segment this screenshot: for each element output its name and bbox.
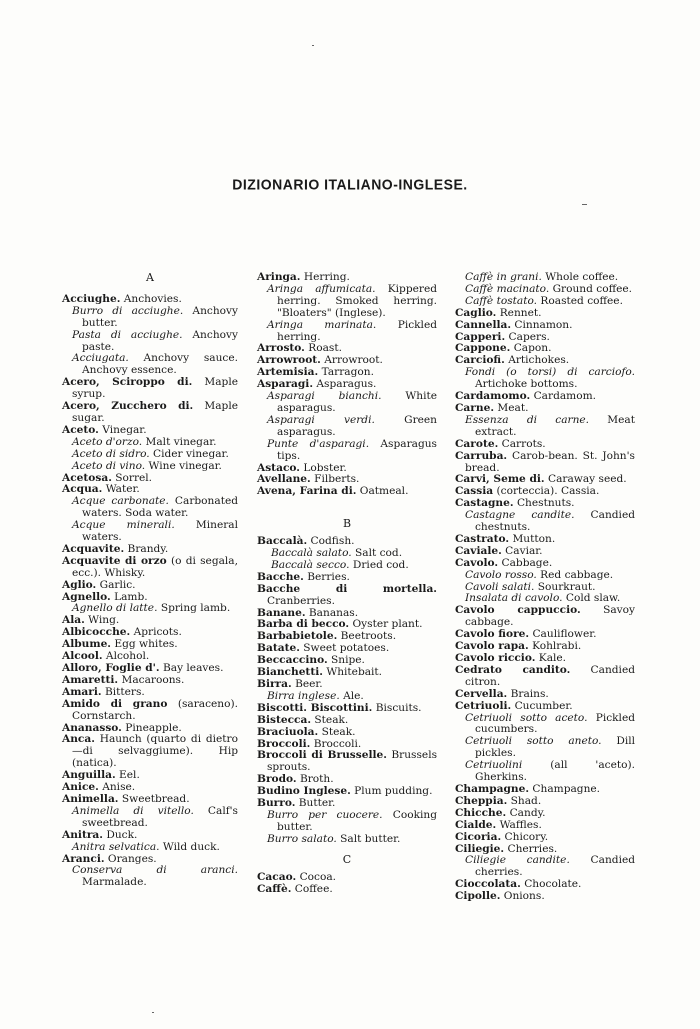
english-translation: Macaroons.	[121, 673, 185, 686]
english-translation: Shad.	[510, 794, 542, 807]
english-translation: Cabbage.	[501, 556, 553, 569]
italian-term: Caffè.	[257, 882, 292, 895]
english-translation: Coffee.	[294, 882, 333, 895]
dictionary-subentry	[62, 520, 238, 544]
italian-term: Amido di grano	[62, 697, 168, 710]
italian-term: Cialde.	[455, 818, 497, 831]
dictionary-entry	[455, 605, 635, 629]
dictionary-subentry	[62, 330, 238, 354]
italian-term: Biscotti. Biscottini.	[257, 701, 373, 714]
italian-term: Burro salato.	[267, 832, 337, 845]
italian-term: Bianchetti.	[257, 666, 323, 679]
english-translation: White asparagus.	[277, 390, 437, 414]
italian-term: Broccoli di Brusselle.	[257, 749, 387, 762]
english-translation: Ground coffee.	[552, 282, 633, 295]
italian-term: Acquavite.	[62, 542, 125, 555]
italian-term: Acciugata.	[72, 352, 129, 365]
english-translation: Chestnuts.	[516, 497, 575, 510]
english-translation: Pickled herring.	[277, 318, 437, 343]
english-translation: Whole coffee.	[545, 271, 619, 283]
italian-term: Avena, Farina di.	[257, 485, 357, 498]
italian-term: Birra.	[257, 678, 292, 690]
italian-term: Bistecca.	[257, 713, 312, 726]
english-translation: Cocoa.	[299, 870, 337, 883]
italian-term: Acero, Sciroppo di.	[62, 376, 193, 389]
italian-term: Acque minerali.	[72, 519, 175, 532]
english-translation: Cooking butter.	[277, 808, 437, 833]
italian-term: Aringa.	[257, 271, 301, 283]
english-translation: Bay leaves.	[162, 662, 224, 674]
english-translation: Maple sugar.	[72, 400, 238, 424]
english-translation: Alcohol.	[105, 650, 150, 663]
italian-term: Amaretti.	[62, 673, 119, 686]
dictionary-entry	[62, 401, 238, 425]
italian-term: Cetriuoli sotto aceto.	[465, 711, 588, 724]
italian-term: Cavolo rapa.	[455, 640, 529, 653]
english-translation: Marmalade.	[82, 876, 147, 889]
dictionary-entry	[257, 486, 437, 498]
english-translation: Sorrel.	[115, 471, 153, 484]
english-translation: Anchovies.	[123, 292, 182, 305]
italian-term: Acquavite di orzo	[62, 554, 167, 567]
italian-term: Cetriuoli.	[455, 699, 512, 712]
italian-term: Astaco.	[257, 461, 300, 474]
italian-term: Carruba.	[455, 449, 508, 462]
english-translation: Mineral waters.	[82, 519, 239, 544]
dictionary-subentry	[62, 353, 238, 377]
english-translation: Kohlrabi.	[532, 640, 582, 653]
italian-term: Albume.	[62, 638, 111, 651]
section-letter: A	[146, 271, 154, 284]
italian-term: Animella di vitello.	[72, 804, 194, 817]
english-translation: Spring lamb.	[160, 602, 231, 615]
italian-term: Cassia	[455, 485, 494, 498]
italian-term: Agnello di latte.	[72, 602, 158, 615]
english-translation: Wine vinegar.	[148, 459, 222, 472]
italian-term: Asparagi verdi.	[267, 413, 375, 426]
italian-term: Ala.	[62, 614, 85, 627]
english-translation: Oatmeal.	[359, 485, 409, 498]
english-translation: Meat.	[497, 401, 529, 414]
dictionary-entry	[62, 734, 238, 770]
english-translation: Carob-bean. St. John's bread.	[465, 449, 635, 474]
italian-term: Caviale.	[455, 544, 502, 557]
section-letter: C	[342, 852, 352, 866]
english-translation: Berries.	[307, 570, 350, 583]
english-translation: Brains.	[510, 687, 549, 700]
dictionary-column-1	[62, 272, 238, 889]
italian-term: Arrosto.	[257, 342, 305, 355]
english-translation: Green asparagus.	[277, 413, 437, 438]
english-translation: Dill pickles.	[475, 735, 635, 760]
italian-term: Fondi (o torsi) di carciofo.	[465, 366, 635, 379]
dictionary-entry	[455, 665, 635, 689]
italian-term: Cervella.	[455, 687, 508, 700]
italian-term: Acero, Zucchero di.	[62, 400, 194, 413]
english-translation: Asparagus.	[316, 378, 377, 391]
italian-term: Carne.	[455, 401, 495, 414]
italian-term: Ananasso.	[62, 721, 122, 734]
dictionary-entry	[257, 750, 437, 774]
english-translation: Anchovy sauce. Anchovy essence.	[82, 352, 239, 377]
english-translation: Caviar.	[505, 544, 543, 557]
italian-term: Cavolo rosso.	[465, 568, 537, 581]
dictionary-column-3	[455, 272, 635, 903]
english-translation: Herring.	[303, 271, 350, 283]
english-translation: Ale.	[343, 689, 364, 702]
italian-term: Cannella.	[455, 318, 512, 331]
english-translation: Sweetbread.	[121, 792, 190, 805]
print-speck	[312, 45, 314, 46]
dictionary-subentry	[62, 306, 238, 330]
dictionary-subentry	[257, 810, 437, 834]
italian-term: Champagne.	[455, 782, 530, 795]
italian-term: Amari.	[62, 685, 102, 698]
english-translation: Artichokes.	[508, 354, 570, 367]
english-translation: Capon.	[513, 342, 552, 355]
dictionary-subentry	[257, 391, 437, 415]
italian-term: Aceto.	[62, 423, 99, 436]
italian-term: Carvi, Seme di.	[455, 473, 545, 486]
english-translation: Roast.	[308, 342, 342, 355]
italian-term: Avellane.	[257, 473, 311, 486]
italian-term: Insalata di cavolo.	[465, 592, 563, 605]
english-translation: Maple syrup.	[72, 376, 238, 401]
italian-term: Aranci.	[62, 852, 105, 865]
english-translation: Oyster plant.	[352, 618, 423, 631]
english-translation: Butter.	[298, 797, 336, 810]
italian-term: Cetriuolini	[465, 759, 523, 772]
english-translation: Roasted coffee.	[540, 294, 623, 307]
english-translation: Broccoli.	[313, 737, 362, 750]
italian-term: Cavoli salati.	[465, 580, 535, 593]
dictionary-entry	[257, 584, 437, 608]
italian-term: Bacche di mortella.	[257, 582, 437, 595]
english-translation: Bananas.	[308, 606, 359, 619]
italian-term: Anitra.	[62, 828, 103, 841]
italian-term: Cicoria.	[455, 830, 502, 843]
dictionary-subentry	[455, 510, 635, 534]
english-translation: Candied citron.	[465, 663, 635, 688]
dictionary-subentry	[257, 439, 437, 463]
english-translation: Bitters.	[104, 685, 145, 698]
italian-term: Cavolo fiore.	[455, 628, 530, 641]
dictionary-subentry	[62, 496, 238, 520]
english-translation: Malt vinegar.	[145, 435, 217, 448]
english-translation: Plum pudding.	[354, 785, 433, 798]
dictionary-subentry	[455, 713, 635, 737]
english-translation: Beer.	[295, 678, 323, 690]
italian-term: Asparagi bianchi.	[267, 390, 382, 403]
english-translation: Water.	[105, 483, 140, 496]
italian-term: Baccalà.	[257, 535, 308, 548]
dictionary-subentry	[62, 806, 238, 830]
italian-term: Batate.	[257, 642, 300, 655]
italian-term: Asparagi.	[257, 378, 314, 391]
english-translation: Biscuits.	[375, 701, 422, 714]
dictionary-subentry	[455, 367, 635, 391]
italian-term: Alloro, Foglie d'.	[62, 662, 160, 674]
english-translation: Cucumber.	[514, 699, 573, 712]
italian-term: Banane.	[257, 606, 306, 619]
english-translation: Vinegar.	[102, 423, 147, 436]
italian-term: Caffè in grani.	[465, 271, 542, 283]
italian-term: Cardamomo.	[455, 390, 531, 403]
english-translation: Eel.	[119, 769, 140, 782]
english-translation: (saraceno). Cornstarch.	[72, 697, 238, 722]
english-translation: Duck.	[106, 828, 138, 841]
english-translation: Champagne.	[532, 782, 601, 795]
italian-term: Animella.	[62, 792, 119, 805]
italian-term: Carote.	[455, 437, 499, 450]
italian-term: Beccaccino.	[257, 654, 328, 667]
italian-term: Chicche.	[455, 806, 507, 819]
english-translation: Cranberries.	[267, 594, 335, 607]
english-translation: Egg whites.	[114, 638, 178, 651]
english-translation: Candied cherries.	[475, 854, 636, 879]
english-translation: Broth.	[299, 773, 334, 786]
page-title: DIZIONARIO ITALIANO-INGLESE.	[232, 175, 468, 193]
italian-term: Aringa marinata.	[267, 318, 377, 331]
dictionary-subentry	[257, 415, 437, 439]
section-letter: B	[342, 517, 352, 531]
english-translation: Salt cod.	[355, 547, 403, 560]
italian-term: Essenza di carne.	[465, 413, 590, 426]
english-translation: Salt butter.	[340, 832, 401, 845]
english-translation: Wing.	[88, 614, 120, 627]
english-translation: Lobster.	[303, 461, 347, 474]
italian-term: Caffè tostato.	[465, 294, 538, 307]
italian-term: Anice.	[62, 781, 99, 794]
italian-term: Cedrato candito.	[455, 663, 571, 676]
spacer	[257, 498, 437, 510]
english-translation: Sweet potatoes.	[303, 642, 390, 655]
dictionary-entry	[62, 377, 238, 401]
english-translation: Waffles.	[499, 818, 542, 831]
italian-term: Castrato.	[455, 532, 510, 545]
italian-term: Braciuola.	[257, 725, 319, 738]
italian-term: Bacche.	[257, 570, 304, 583]
english-translation: Meat extract.	[475, 413, 635, 438]
italian-term: Alcool.	[62, 650, 103, 663]
dictionary-subentry	[62, 865, 238, 889]
print-speck	[582, 204, 587, 205]
italian-term: Acque carbonate.	[72, 495, 169, 508]
english-translation: Chicory.	[504, 830, 549, 843]
italian-term: Pasta di acciughe.	[72, 328, 183, 341]
italian-term: Acqua.	[62, 483, 103, 496]
italian-term: Burro.	[257, 797, 296, 810]
italian-term: Baccalà salato.	[271, 547, 352, 560]
english-translation: Cardamom.	[533, 390, 596, 403]
italian-term: Acetosa.	[62, 471, 112, 484]
english-translation: Kippered herring. Smoked herring. "Bloaters" (Inglese).	[277, 282, 437, 319]
english-translation: Candy.	[509, 806, 546, 819]
dictionary-entry	[257, 884, 437, 896]
english-translation: Arrowroot.	[324, 354, 383, 367]
dictionary-subentry	[455, 415, 635, 439]
print-speck	[152, 1012, 154, 1013]
english-translation: Cinnamon.	[514, 318, 573, 331]
italian-term: Aceto d'orzo.	[72, 435, 143, 448]
italian-term: Cioccolata.	[455, 878, 521, 891]
dictionary-entry	[62, 699, 238, 723]
english-translation: Pineapple.	[125, 721, 182, 734]
italian-term: Cavolo cappuccio.	[455, 604, 581, 617]
english-translation: Steak.	[321, 725, 356, 738]
dictionary-subentry	[455, 736, 635, 760]
italian-term: Castagne candite.	[465, 509, 575, 522]
english-translation: Candied chestnuts.	[475, 509, 635, 534]
english-translation: Haunch (quarto di dietro —di selvaggiume). Hip (natica).	[72, 733, 238, 770]
italian-term: Artemisia.	[257, 366, 319, 379]
italian-term: Acciughe.	[62, 292, 121, 305]
english-translation: Anise.	[102, 781, 136, 794]
english-translation: Tarragon.	[321, 366, 374, 379]
italian-term: Aringa affumicata.	[267, 282, 376, 295]
italian-term: Cacao.	[257, 870, 297, 883]
italian-term: Burro di acciughe.	[72, 304, 184, 317]
english-translation: Garlic.	[99, 578, 136, 591]
italian-term: Caffè macinato.	[465, 282, 550, 295]
english-translation: Steak.	[314, 713, 349, 726]
english-translation: Cold slaw.	[565, 592, 621, 605]
english-translation: Dried cod.	[352, 558, 409, 571]
italian-term: Aceto di sidro.	[72, 447, 150, 460]
dictionary-entry	[455, 451, 635, 475]
italian-term: Caglio.	[455, 306, 497, 319]
italian-term: Barbabietole.	[257, 630, 338, 643]
italian-term: Cipolle.	[455, 890, 501, 903]
english-translation: Calf's sweetbread.	[82, 804, 238, 829]
english-translation: Brussels sprouts.	[267, 749, 438, 774]
italian-term: Carciofi.	[455, 354, 505, 367]
english-translation: Filberts.	[314, 473, 360, 486]
dictionary-subentry	[257, 834, 437, 846]
english-translation: Brandy.	[127, 542, 169, 555]
italian-term: Cetriuoli sotto aneto.	[465, 735, 602, 748]
italian-term: Anitra selvatica.	[72, 840, 160, 853]
english-translation: Lamb.	[114, 590, 148, 603]
italian-term: Baccalà secco.	[271, 558, 350, 571]
english-translation: Wild duck.	[162, 840, 220, 853]
dictionary-column-2	[257, 272, 437, 895]
english-translation: Red cabbage.	[540, 568, 614, 581]
dictionary-entry	[455, 891, 635, 903]
dictionary-entry	[62, 556, 238, 580]
dictionary-subentry	[455, 855, 635, 879]
italian-term: Albicocche.	[62, 626, 131, 639]
english-translation: Pickled cucumbers.	[475, 711, 635, 736]
italian-term: Birra inglese.	[267, 689, 340, 702]
italian-term: Aceto di vino.	[72, 459, 146, 472]
english-translation: (corteccia). Cassia.	[496, 485, 600, 498]
english-translation: Anchovy paste.	[82, 328, 238, 353]
italian-term: Ciliegie candite.	[465, 854, 570, 867]
english-translation: Whitebait.	[326, 666, 383, 679]
english-translation: Cherries.	[507, 842, 558, 855]
italian-term: Anca.	[62, 733, 95, 746]
english-translation: (all 'aceto). Gherkins.	[475, 759, 635, 784]
italian-term: Broccoli.	[257, 737, 311, 750]
english-translation: Cauliflower.	[532, 628, 597, 641]
english-translation: Asparagus tips.	[277, 437, 437, 462]
english-translation: Rennet.	[499, 306, 542, 319]
italian-term: Barba di becco.	[257, 618, 350, 631]
italian-term: Burro per cuocere.	[267, 808, 383, 821]
italian-term: Ciliegie.	[455, 842, 505, 855]
italian-term: Cappone.	[455, 342, 511, 355]
italian-term: Cavolo riccio.	[455, 652, 536, 664]
english-translation: Anchovy butter.	[82, 304, 238, 329]
italian-term: Punte d'asparagi.	[267, 437, 370, 450]
italian-term: Agnello.	[62, 590, 111, 603]
english-translation: Caraway seed.	[547, 473, 627, 486]
italian-term: Cavolo.	[455, 556, 499, 569]
italian-term: Budino Inglese.	[257, 785, 351, 798]
italian-term: Brodo.	[257, 773, 297, 786]
italian-term: Castagne.	[455, 497, 514, 510]
italian-term: Aglio.	[62, 578, 97, 591]
english-translation: (o di segala, ecc.). Whisky.	[72, 554, 238, 579]
english-translation: Carrots.	[501, 437, 546, 450]
english-translation: Codfish.	[310, 535, 355, 548]
english-translation: Artichoke bottoms.	[475, 378, 578, 391]
english-translation: Sourkraut.	[537, 580, 596, 593]
english-translation: Kale.	[538, 652, 567, 664]
english-translation: Mutton.	[512, 532, 556, 545]
english-translation: Cider vinegar.	[153, 447, 229, 460]
italian-term: Arrowroot.	[257, 354, 321, 367]
italian-term: Conserva di aranci.	[72, 864, 238, 877]
english-translation: Savoy cabbage.	[465, 604, 636, 629]
english-translation: Onions.	[503, 890, 545, 903]
italian-term: Anguilla.	[62, 769, 116, 782]
english-translation: Capers.	[508, 330, 550, 343]
english-translation: Chocolate.	[524, 878, 582, 891]
english-translation: Beetroots.	[340, 630, 397, 643]
dictionary-subentry	[455, 760, 635, 784]
italian-term: Capperi.	[455, 330, 506, 343]
english-translation: Oranges.	[107, 852, 157, 865]
english-translation: Apricots.	[133, 626, 182, 639]
dictionary-subentry	[257, 284, 437, 320]
italian-term: Cheppia.	[455, 794, 508, 807]
english-translation: Carbonated waters. Soda water.	[82, 495, 238, 520]
english-translation: Snipe.	[331, 654, 365, 667]
dictionary-subentry	[257, 320, 437, 344]
